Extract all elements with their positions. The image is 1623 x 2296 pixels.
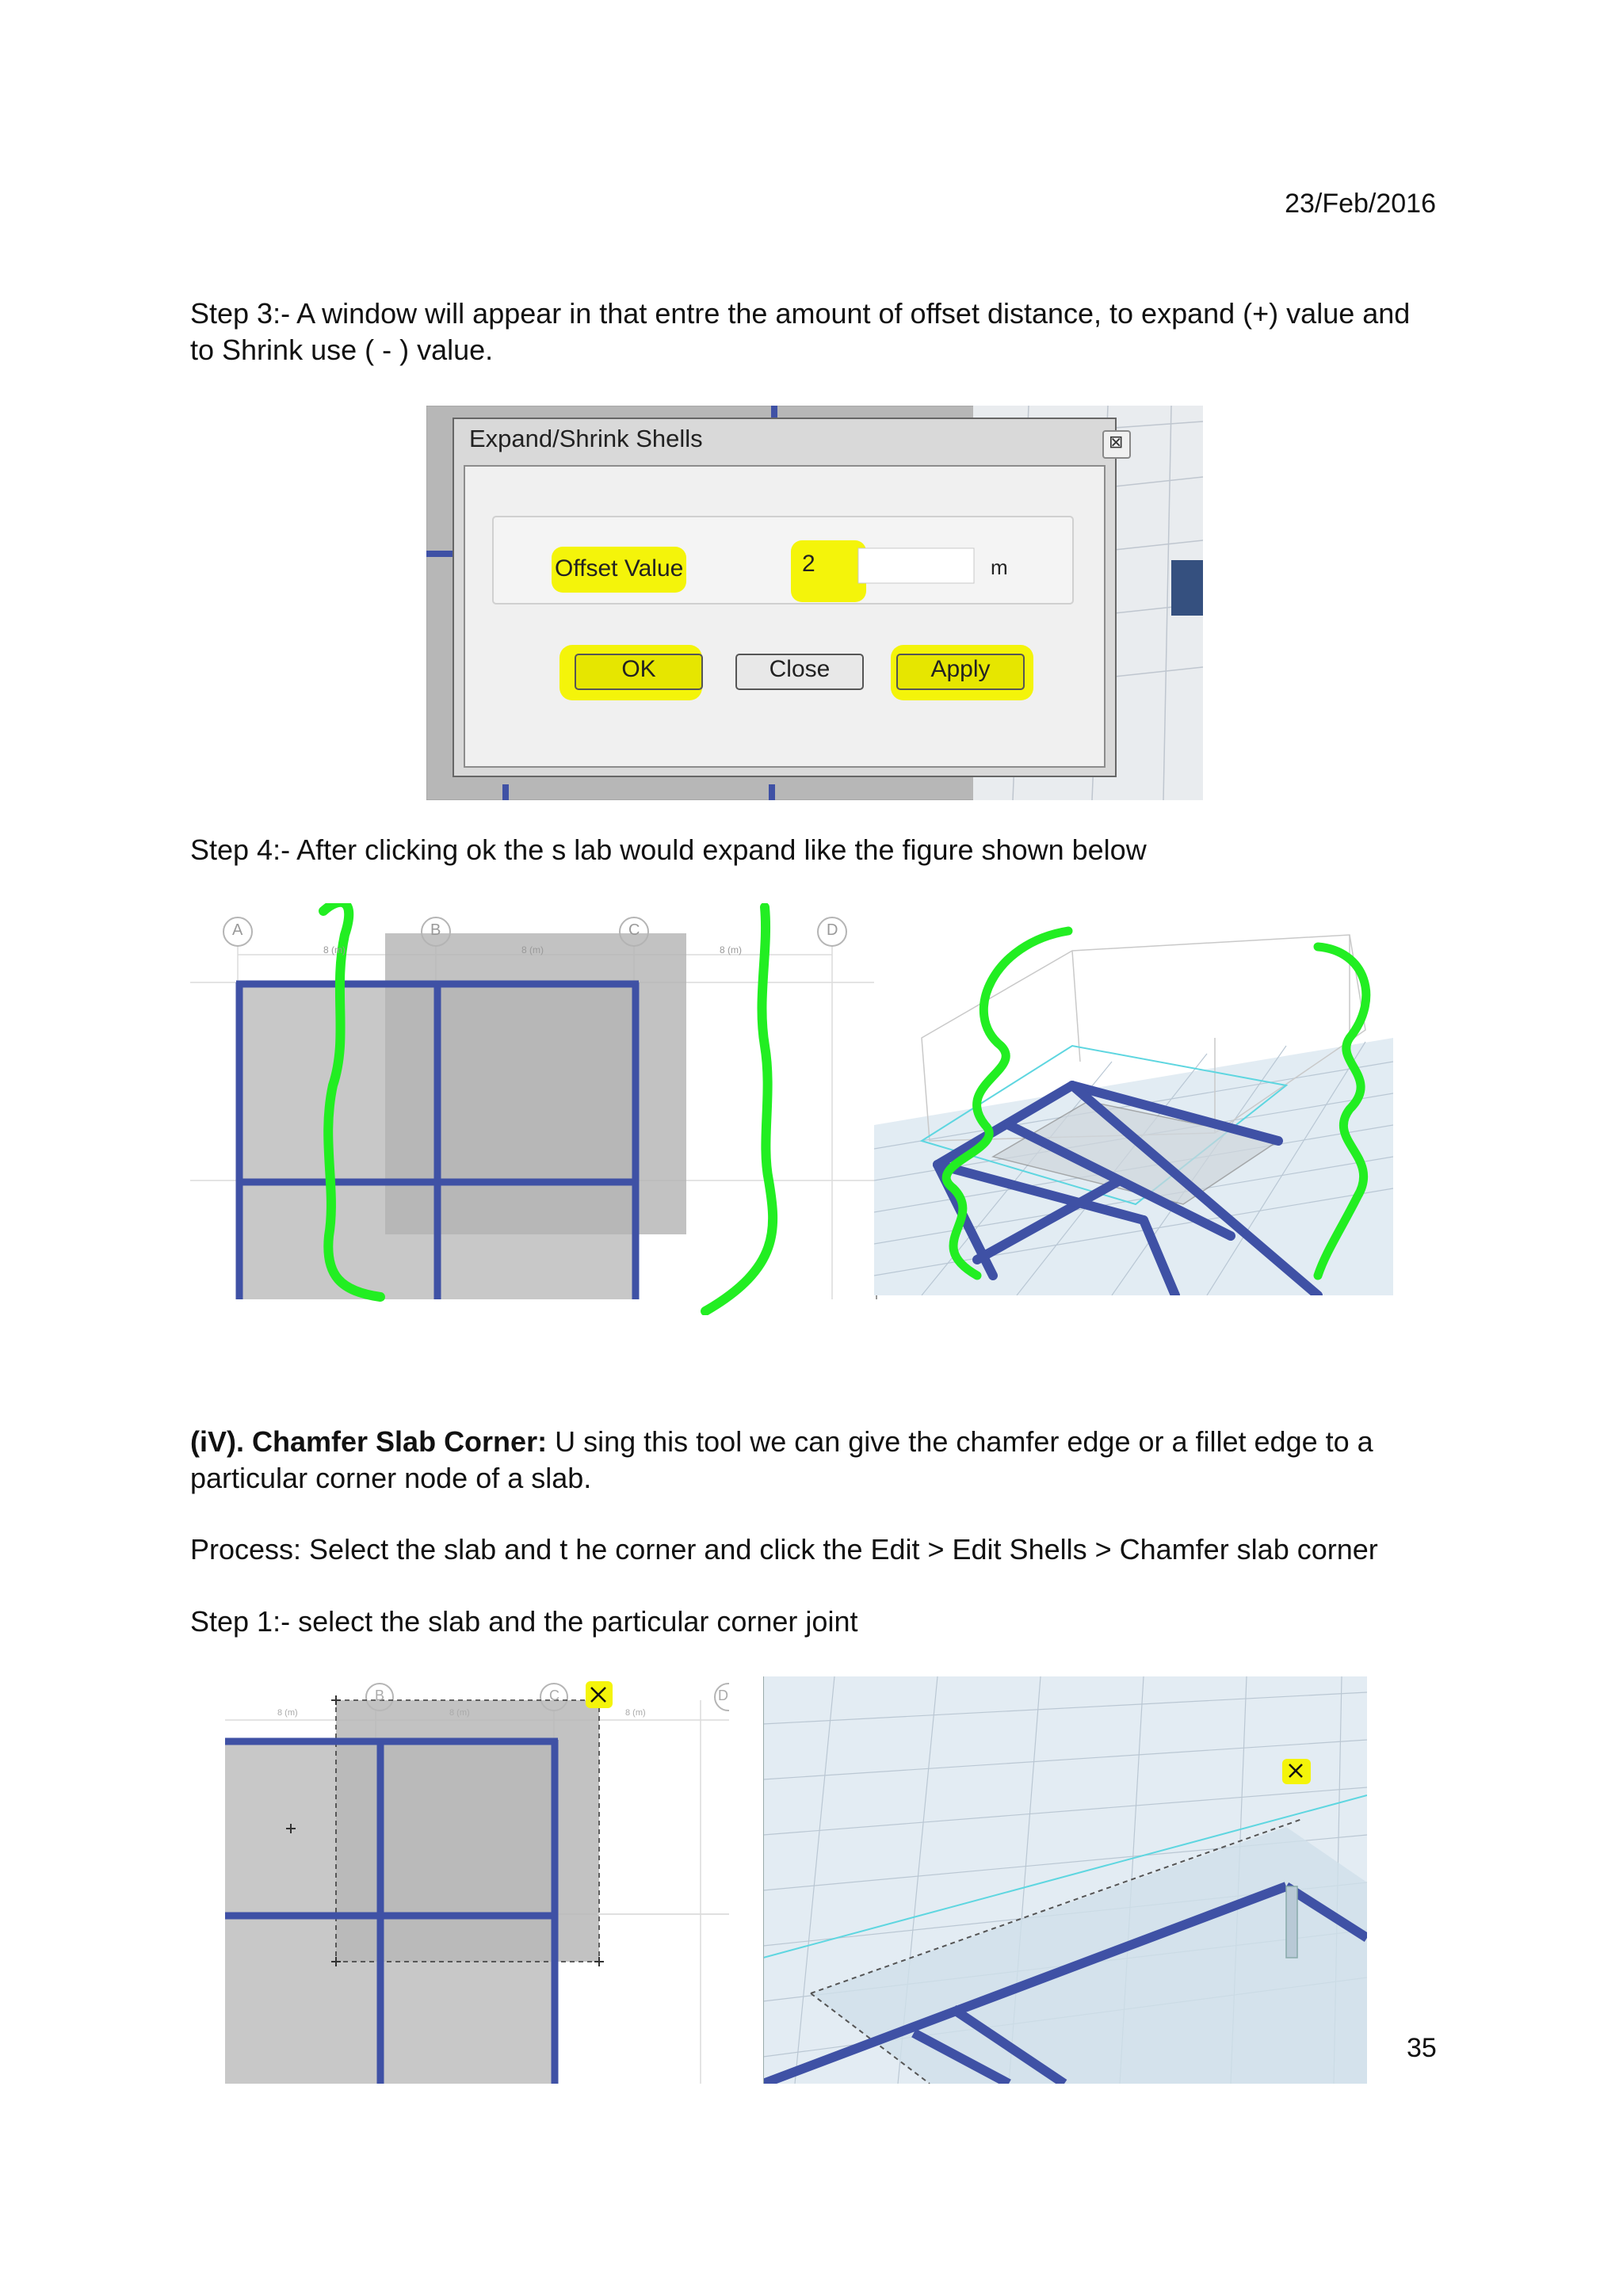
section-iv-text: U sing this tool we can give the chamfer edge or a fillet edge to a particular corner node of a slab. [190,1425,1373,1494]
dimension-label-right: 8 (m) [625,1708,646,1718]
3d-view-expanded-figure [874,903,1393,1295]
grid-label-d: D [827,921,838,939]
expanded-slab [385,933,686,1234]
section-iv-paragraph [190,1424,1426,1497]
apply-button[interactable]: Apply [930,656,991,682]
step3-text: Step 3:- A window will appear in that entre the amount of offset distance, to expand (+) value and to Shrink use ( - ) value. [190,297,1411,366]
expand-shrink-dialog-figure [426,406,1203,800]
dimension-label-bc: 8 (m) [521,944,544,955]
dimension-label-left: 8 (m) [277,1708,298,1718]
dimension-label-ab: 8 (m) [323,944,346,955]
header-date: 23/Feb/2016 [1285,189,1436,219]
plan-view-corner-drawing [225,1676,729,2084]
dimension-label-mid: 8 (m) [449,1708,470,1718]
grid-label-d: D [718,1688,728,1703]
plan-view-expanded-drawing [190,903,880,1315]
offset-unit-label: m [991,555,1008,579]
step1-text: Step 1:- select the slab and the particular corner joint [190,1605,858,1638]
plan-view-expanded-figure [190,903,880,1315]
close-button[interactable]: Close [769,656,831,682]
dialog-screenshot-background [426,406,1203,800]
dimension-label-cd: 8 (m) [720,944,742,955]
offset-value-input[interactable]: 2 [802,551,815,577]
grid-label-a: A [232,921,243,939]
dialog-title: Expand/Shrink Shells [469,425,703,452]
grid-label-c: C [628,921,640,939]
grid-label-b: B [430,921,441,939]
process-text: Process: Select the slab and t he corner and click the Edit > Edit Shells > Chamfer slab corner [190,1533,1378,1566]
offset-value-label: Offset Value [555,555,684,582]
grid-label-b: B [375,1688,385,1703]
3d-view-expanded-drawing [874,903,1393,1295]
3d-view-corner-figure [763,1676,1367,2084]
3d-view-corner-drawing [763,1676,1367,2084]
page-number: 35 [1407,2033,1437,2063]
ok-button[interactable]: OK [621,656,656,682]
step4-text: Step 4:- After clicking ok the s lab would expand like the figure shown below [190,833,1147,866]
section-iv-heading: (iV). Chamfer Slab Corner: [190,1425,548,1458]
plan-view-corner-figure [225,1676,729,2084]
dialog-close-icon[interactable]: ⊠ [1109,432,1124,452]
grid-label-c: C [549,1688,559,1703]
